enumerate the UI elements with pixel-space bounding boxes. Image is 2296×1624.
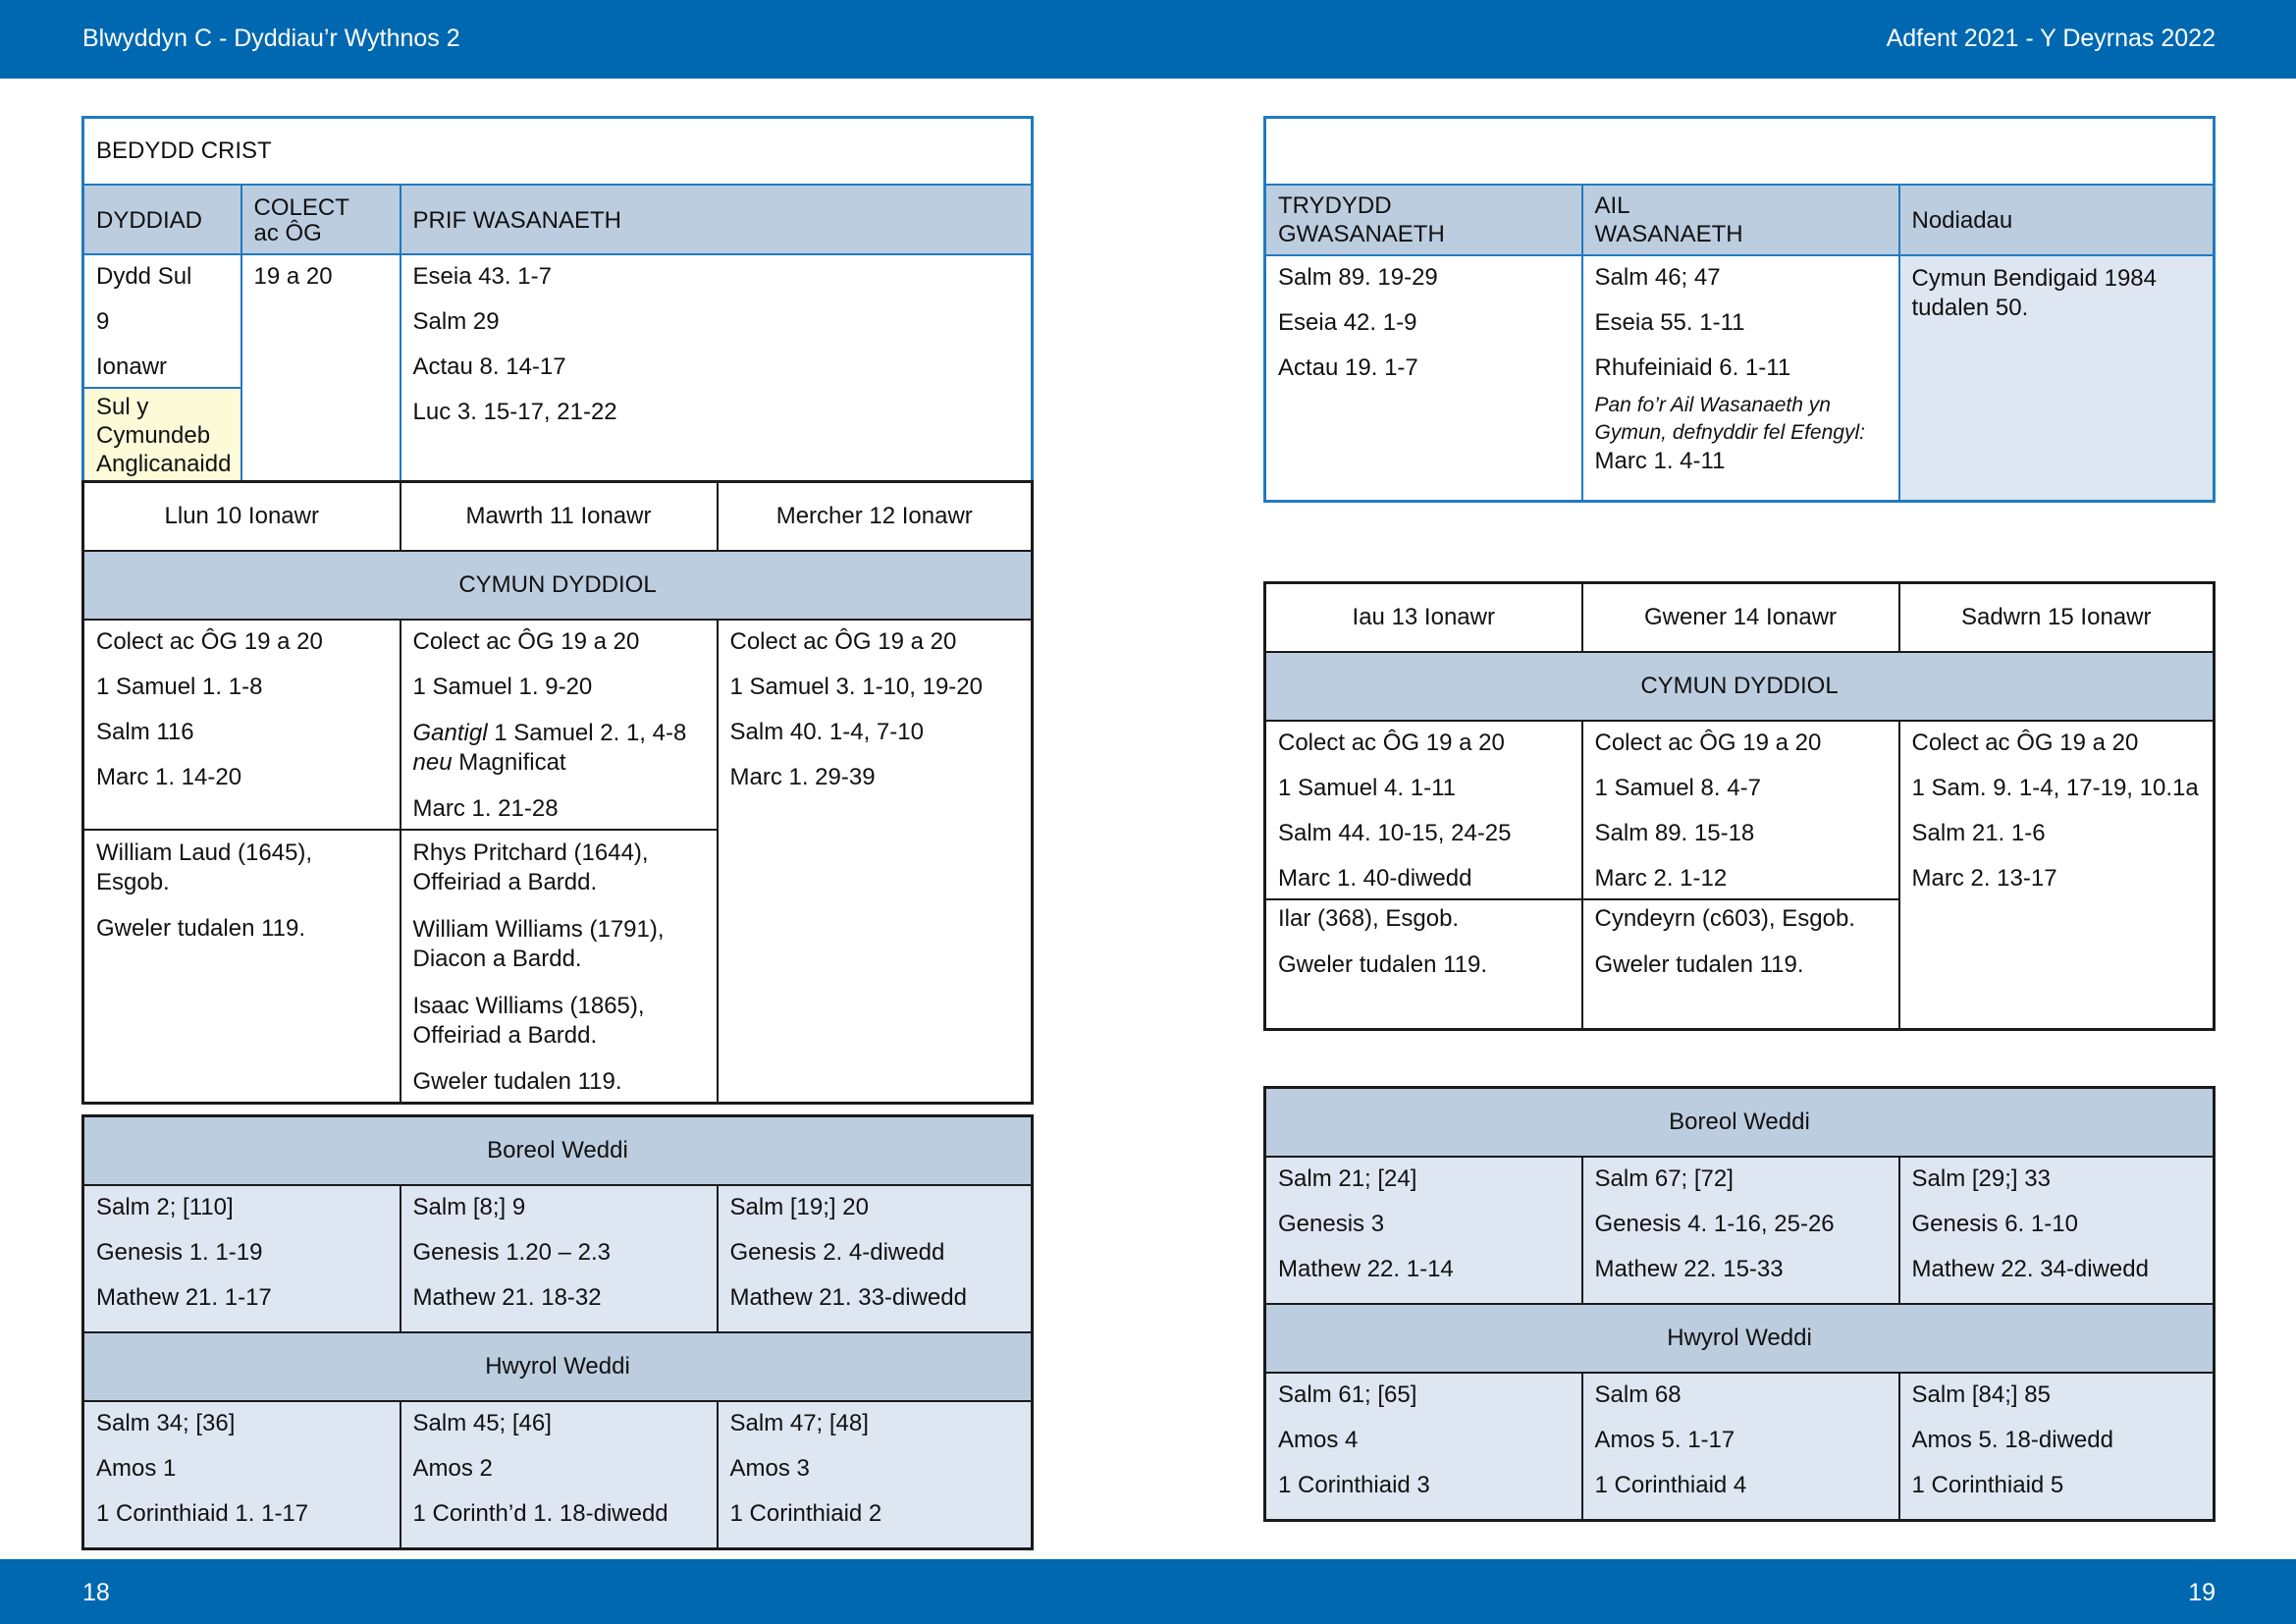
header-right: Adfent 2021 - Y Deyrnas 2022 (1886, 25, 2216, 52)
third-service-cell: Salm 89. 19-29 Eseia 42. 1-9 Actau 19. 1-7 (1265, 255, 1582, 502)
sunday-title: BEDYDD CRIST (83, 118, 1033, 186)
collect-cell: 19 a 20 (241, 254, 400, 486)
evening-cell-thu: Salm 61; [65] Amos 4 1 Corinthiaid 3 (1265, 1373, 1582, 1521)
morning-cell-mon: Salm 2; [110] Genesis 1. 1-19 Mathew 21. 1-17 (83, 1185, 400, 1332)
monday-commemoration: William Laud (1645), Esgob. Gweler tudalen 119. (83, 830, 400, 1104)
monday-readings: Colect ac ÔG 19 a 20 1 Samuel 1. 1-8 Salm 116 Marc 1. 14-20 (83, 620, 400, 830)
main-service-cell: Eseia 43. 1-7 Salm 29 Actau 8. 14-17 Luc 3. 15-17, 21-22 (400, 254, 1033, 486)
footer-band (0, 1559, 2296, 1624)
day-tuesday: Mawrth 11 Ionawr (400, 482, 718, 552)
wednesday-readings: Colect ac ÔG 19 a 20 1 Samuel 3. 1-10, 19-20 Salm 40. 1-4, 7-10 Marc 1. 29-39 (718, 620, 1033, 1104)
sunday-note: Sul y Cymundeb Anglicanaidd (83, 388, 241, 486)
tuesday-commemoration: Rhys Pritchard (1644), Offeiriad a Bardd. William Williams (1791), Diacon a Bardd. Isaac Williams (1865), Offeiriad a Bardd. Gweler tudalen 119. (400, 830, 718, 1104)
daily-eucharist-heading: CYMUN DYDDIOL (83, 551, 1033, 620)
office-table-left (81, 1114, 1034, 1550)
evening-cell-sat: Salm [84;] 85 Amos 5. 18-diwedd 1 Corinthiaid 5 (1899, 1373, 2215, 1521)
notes-header: Nodiadau (1899, 185, 2215, 255)
morning-cell-thu: Salm 21; [24] Genesis 3 Mathew 22. 1-14 (1265, 1157, 1582, 1304)
thursday-commemoration: Ilar (368), Esgob. Gweler tudalen 119. (1265, 899, 1582, 1030)
office-table-right (1263, 1086, 2216, 1522)
morning-cell-tue: Salm [8;] 9 Genesis 1.20 – 2.3 Mathew 21. 18-32 (400, 1185, 718, 1332)
friday-commemoration: Cyndeyrn (c603), Esgob. Gweler tudalen 119. (1582, 899, 1899, 1030)
header-left: Blwyddyn C - Dyddiau’r Wythnos 2 (82, 25, 460, 52)
date-cell: Dydd Sul 9 Ionawr (83, 254, 241, 388)
notes-cell: Cymun Bendigaid 1984 tudalen 50. (1899, 255, 2215, 502)
day-monday: Llun 10 Ionawr (83, 482, 400, 552)
header-band (0, 0, 2296, 79)
evening-cell-tue: Salm 45; [46] Amos 2 1 Corinth’d 1. 18-diwedd (400, 1401, 718, 1549)
evening-cell-fri: Salm 68 Amos 5. 1-17 1 Corinthiaid 4 (1582, 1373, 1899, 1521)
tuesday-readings: Colect ac ÔG 19 a 20 1 Samuel 1. 9-20 Gantigl 1 Samuel 2. 1, 4-8 neu Magnificat Marc 1. 21-28 (400, 620, 718, 830)
thursday-readings: Colect ac ÔG 19 a 20 1 Samuel 4. 1-11 Salm 44. 10-15, 24-25 Marc 1. 40-diwedd (1265, 721, 1582, 899)
saturday-readings: Colect ac ÔG 19 a 20 1 Sam. 9. 1-4, 17-19, 10.1a Salm 21. 1-6 Marc 2. 13-17 (1899, 721, 2215, 1030)
evening-prayer-heading-right: Hwyrol Weddi (1265, 1304, 2215, 1373)
evening-cell-mon: Salm 34; [36] Amos 1 1 Corinthiaid 1. 1-17 (83, 1401, 400, 1549)
collect-header: COLECT ac ÔG (241, 185, 400, 254)
sunday-table (81, 116, 1034, 487)
day-wednesday: Mercher 12 Ionawr (718, 482, 1033, 552)
morning-cell-sat: Salm [29;] 33 Genesis 6. 1-10 Mathew 22. 34-diwedd (1899, 1157, 2215, 1304)
sunday-services-table (1263, 116, 2216, 503)
day-thursday: Iau 13 Ionawr (1265, 583, 1582, 653)
morning-cell-fri: Salm 67; [72] Genesis 4. 1-16, 25-26 Mathew 22. 15-33 (1582, 1157, 1899, 1304)
morning-prayer-heading-right: Boreol Weddi (1265, 1088, 2215, 1158)
friday-readings: Colect ac ÔG 19 a 20 1 Samuel 8. 4-7 Salm 89. 15-18 Marc 2. 1-12 (1582, 721, 1899, 899)
day-friday: Gwener 14 Ionawr (1582, 583, 1899, 653)
daily-eucharist-heading-right: CYMUN DYDDIOL (1265, 652, 2215, 721)
second-service-cell: Salm 46; 47 Eseia 55. 1-11 Rhufeiniaid 6. 1-11 Pan fo’r Ail Wasanaeth yn Gymun, defnyddir fel Efengyl: Marc 1. 4-11 (1582, 255, 1899, 502)
morning-cell-wed: Salm [19;] 20 Genesis 2. 4-diwedd Mathew 21. 33-diwedd (718, 1185, 1033, 1332)
weekday-table-right (1263, 581, 2216, 1031)
weekday-table-left (81, 480, 1034, 1105)
day-saturday: Sadwrn 15 Ionawr (1899, 583, 2215, 653)
third-service-header: TRYDYDD GWASANAETH (1265, 185, 1582, 255)
blank-title-cell (1265, 118, 2215, 186)
page-number-left: 18 (82, 1579, 110, 1606)
main-service-header: PRIF WASANAETH (400, 185, 1033, 254)
evening-prayer-heading: Hwyrol Weddi (83, 1332, 1033, 1401)
date-header: DYDDIAD (83, 185, 241, 254)
page-number-right: 19 (2188, 1579, 2216, 1606)
second-service-header: AIL WASANAETH (1582, 185, 1899, 255)
evening-cell-wed: Salm 47; [48] Amos 3 1 Corinthiaid 2 (718, 1401, 1033, 1549)
morning-prayer-heading: Boreol Weddi (83, 1116, 1033, 1186)
